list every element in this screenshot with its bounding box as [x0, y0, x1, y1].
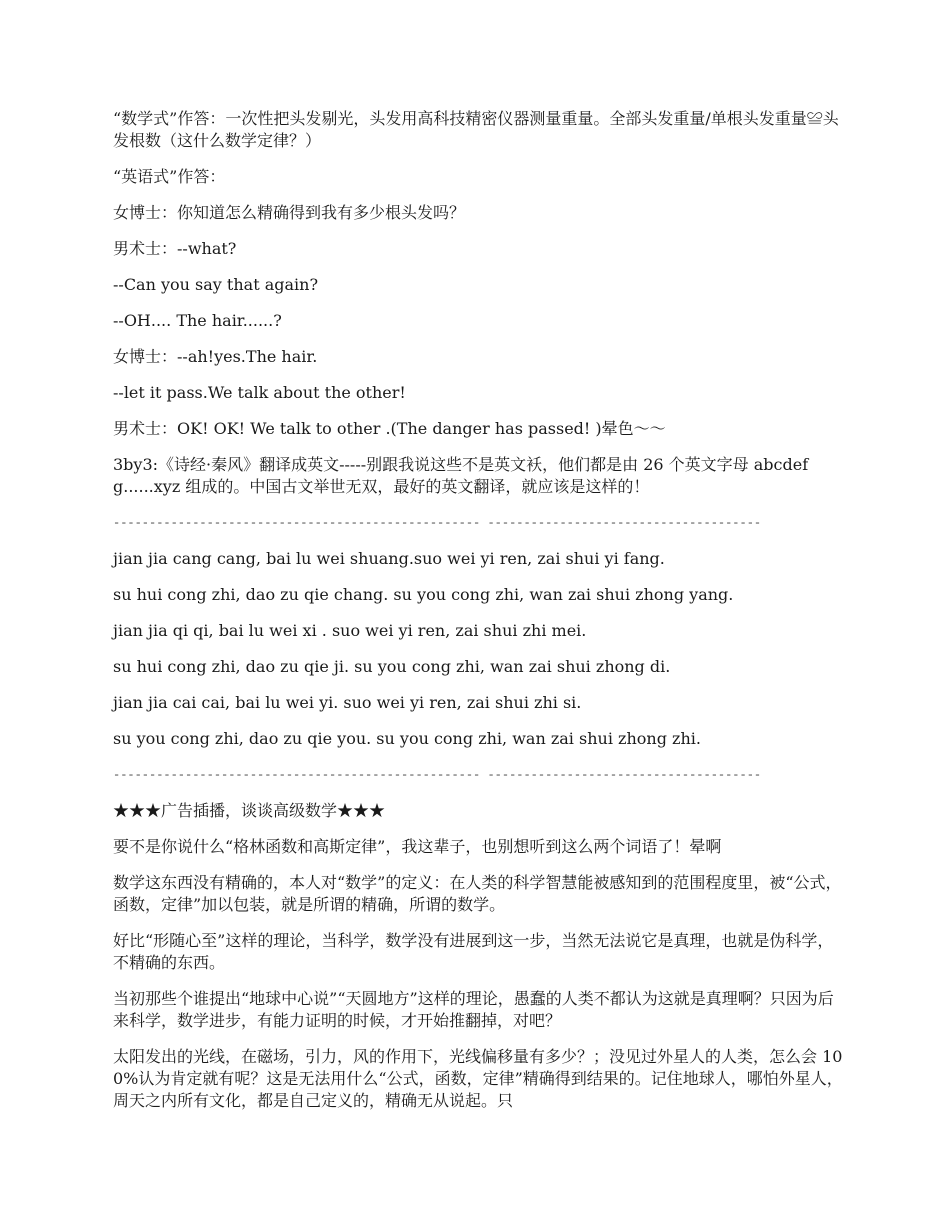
ad-heading: ★★★广告插播，谈谈高级数学★★★ [113, 801, 386, 820]
dialogue-line: 女博士：你知道怎么精确得到我有多少根头发吗？ [113, 203, 466, 222]
poem-line: jian jia cai cai, bai lu wei yi. suo wei yi ren, zai shui zhi si. [113, 693, 582, 712]
dialogue-line: --OH.... The hair......? [113, 311, 282, 330]
dialogue-line: 男术士：OK! OK! We talk to other .(The danger has passed! )晕色～～ [113, 419, 666, 438]
divider-line: --------------------------------------------------- -------------------------------------- [113, 516, 762, 530]
paragraph: 数学这东西没有精确的，本人对“数学”的定义：在人类的科学智慧能被感知到的范围程度里，被“公式，函数，定律”加以包装，就是所谓的精确，所谓的数学。 [113, 873, 842, 914]
paragraph-3by3-translation: 3by3:《诗经·秦风》翻译成英文-----别跟我说这些不是英文袄，他们都是由 26 个英文字母 abcdefg......xyz 组成的。中国古文举世无双，最好的英文翻译，就应该是这样的！ [113, 455, 809, 496]
paragraph: 好比“形随心至”这样的理论，当科学，数学没有进展到这一步，当然无法说它是真理，也就是伪科学，不精确的东西。 [113, 931, 834, 972]
paragraph: 要不是你说什么“格林函数和高斯定律”，我这辈子，也别想听到这么两个词语了！晕啊 [113, 837, 722, 856]
paragraph-math-answer: “数学式”作答：一次性把头发剔光，头发用高科技精密仪器测量重量。全部头发重量/单根头发重量≌头发根数（这什么数学定律？） [113, 109, 839, 150]
dialogue-line: --let it pass.We talk about the other! [113, 383, 406, 402]
poem-line: su you cong zhi, dao zu qie you. su you cong zhi, wan zai shui zhong zhi. [113, 729, 701, 748]
dialogue-line: 男术士：--what? [113, 239, 237, 258]
paragraph: 太阳发出的光线，在磁场，引力，风的作用下，光线偏移量有多少？；没见过外星人的人类，怎么会 100%认为肯定就有呢？这是无法用什么“公式，函数，定律”精确得到结果的。记住地球人，哪怕外星人，周天之内所有文化，都是自己定义的，精确无从说起。只 [113, 1047, 843, 1110]
poem-line: jian jia qi qi, bai lu wei xi . suo wei yi ren, zai shui zhi mei. [113, 621, 587, 640]
dialogue-line: 女博士：--ah!yes.The hair. [113, 347, 318, 366]
poem-line: su hui cong zhi, dao zu qie chang. su you cong zhi, wan zai shui zhong yang. [113, 585, 734, 604]
document-page [113, 108, 843, 1126]
poem-line: jian jia cang cang, bai lu wei shuang.suo wei yi ren, zai shui yi fang. [113, 549, 665, 568]
dialogue-line: --Can you say that again? [113, 275, 319, 294]
divider-line: --------------------------------------------------- -------------------------------------- [113, 768, 762, 782]
paragraph: 当初那些个谁提出“地球中心说”“天圆地方”这样的理论，愚蠢的人类不都认为这就是真理啊？只因为后来科学，数学进步，有能力证明的时候，才开始推翻掉，对吧？ [113, 989, 834, 1030]
paragraph-english-answer-heading: “英语式”作答： [113, 167, 226, 186]
poem-line: su hui cong zhi, dao zu qie ji. su you cong zhi, wan zai shui zhong di. [113, 657, 671, 676]
